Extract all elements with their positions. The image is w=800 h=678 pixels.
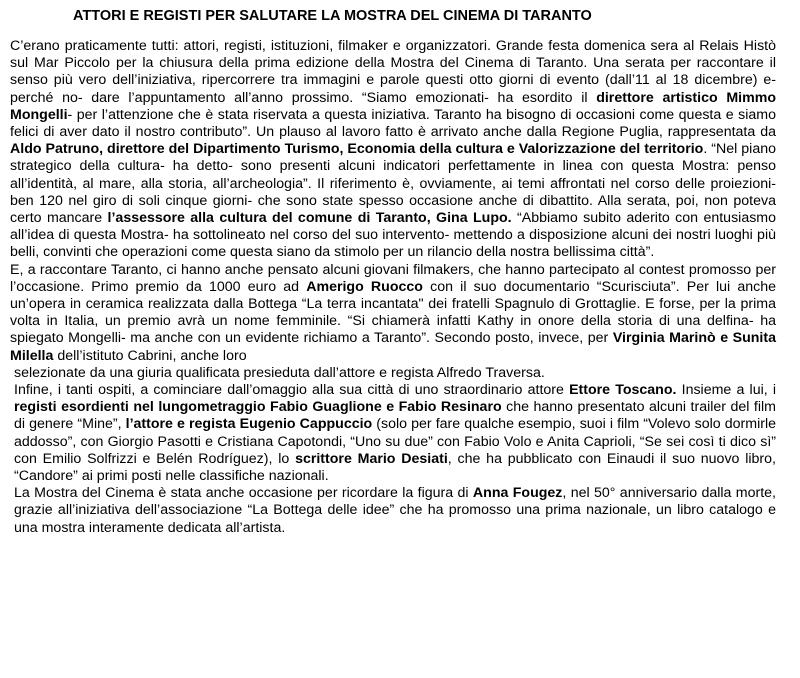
text-run: , che ha pubblicato con Einaudi il suo nuovo libro, “Candore” ai primi posti nelle classifiche nazionali. [14, 450, 776, 485]
bold-text-run: Amerigo Ruocco [306, 278, 423, 295]
bold-text-run: l’assessore alla cultura del comune di Taranto, Gina Lupo. [107, 210, 512, 227]
text-run: dell’istituto Cabrini, anche loro [53, 347, 247, 364]
article-title: ATTORI E REGISTI PER SALUTARE LA MOSTRA DEL CINEMA DI TARANTO [73, 8, 592, 24]
bold-text-run: Virginia Marinò e Sunita Milella [10, 330, 776, 364]
text-run: La Mostra del Cinema è stata anche occasione per ricordare la figura di [14, 485, 473, 502]
text-run: E, a raccontare Taranto, ci hanno anche pensato alcuni giovani filmakers, che hanno partecipato al contest promosso per l’occasione. Primo premio da 1000 euro ad [10, 261, 776, 295]
bold-text-run: scrittore Mario Desiati [295, 450, 448, 467]
paragraph-contest [10, 262, 776, 365]
text-run: C’erano praticamente tutti: attori, registi, istituzioni, filmaker e organizzatori. Grande festa domenica sera al Relais Histò sul Mar Piccolo per la chiusura della prima edizione della Mostra del Cinema di Taranto. Una serata per raccontare il senso più vero dell’iniziativa, ripercorrere tra immagini e parole questi otto giorni di evento (dall’11 al 18 dicembre) e- perché no- dare l’appuntamento all’anno prossimo. “Siamo emozionati- ha esordito il [10, 38, 776, 106]
paragraph-jury [10, 365, 776, 382]
article-body [10, 38, 776, 537]
text-run: , nel 50° anniversario dalla morte, grazie all’iniziativa dell’associazione “La Bottega delle idee” che ha promosso una prima nazionale, un libro catalogo e una mostra interamente dedicata all’artista. [14, 485, 776, 536]
bold-text-run: direttore artistico Mimmo Mongelli [10, 89, 776, 123]
text-run: . “Nel piano strategico della cultura- ha detto- sono presenti alcuni indicatori perfettamente in linea con questa Mostra: penso all’identità, al mare, alla storia, all’archeologia”. Il riferimento è, ovviamente, ai temi affrontati nel corso delle proiezioni- ben 120 nel giro di soli cinque giorni- che sono state spesso occasione anche di dibattito. Alla serata, poi, non poteva certo mancare [10, 141, 776, 227]
text-run: “Abbiamo subito aderito con entusiasmo all’idea di questa Mostra- ha sottolineato nel corso del suo intervento- mettendo a disposizione alcuni dei nostri luoghi più belli, convinti che operazioni come questa siano da stimolo per un rilancio della nostra bellissima città”. [10, 210, 777, 261]
text-run: selezionate da una giuria qualificata presieduta dall’attore e regista Alfredo Traversa. [14, 364, 545, 381]
paragraph-intro [10, 38, 776, 262]
bold-text-run: registi esordienti nel lungometraggio Fabio Guaglione e Fabio Resinaro [14, 399, 502, 416]
paragraph-anna-fougez [10, 485, 776, 537]
text-run: Infine, i tanti ospiti, a cominciare dall’omaggio alla sua città di uno straordinario attore [14, 382, 570, 399]
bold-text-run: Anna Fougez [472, 485, 563, 502]
bold-text-run: Ettore Toscano. [569, 382, 677, 399]
text-run: Insieme a lui, i [676, 382, 776, 399]
text-run: che hanno presentato alcuni trailer del film di genere “Mine”, [14, 399, 776, 433]
bold-text-run: Aldo Patruno, direttore del Dipartimento Turismo, Economia della cultura e Valorizzazione del territorio [10, 141, 704, 158]
text-run: con il suo documentario “Scurisciuta”. Per lui anche un’opera in ceramica realizzata dalla Bottega “La terra incantata" dei fratelli Spagnulo di Grottaglie. E forse, per la prima volta in Italia, un premio avrà un nome femminile. “Si chiamerà infatti Kathy in onore della storia di una delfina- ha spiegato Mongelli- ma anche con un evidente richiamo a Taranto”. Secondo posto, invece, per [10, 278, 776, 347]
text-run: (solo per fare qualche esempio, suoi i film “Volevo solo dormirle addosso”, con Giorgio Pasotti e Cristiana Capotondi, “Uno su due” con Fabio Volo e Anita Caprioli, “Se sei così ti dico sì” con Emilio Solfrizzi e Belén Rodríguez), lo [14, 416, 776, 467]
paragraph-guests [10, 382, 776, 485]
bold-text-run: l’attore e regista Eugenio Cappuccio [125, 416, 373, 433]
text-run: - per l’attenzione che è stata riservata a questa iniziativa. Taranto ha bisogno di occasioni come questa e siamo felici di aver dato il nostro contributo”. Un plauso al lavoro fatto è arrivato anche dalla Regione Puglia, rappresentata da [10, 106, 776, 141]
